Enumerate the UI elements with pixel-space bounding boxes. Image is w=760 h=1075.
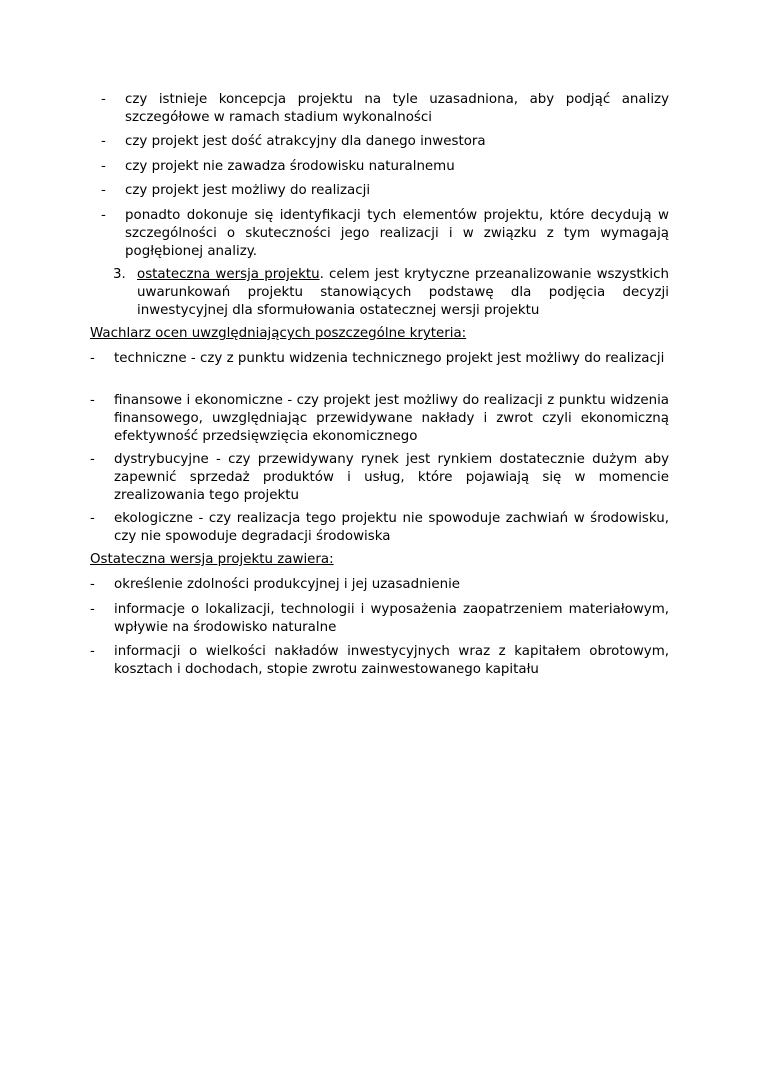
list-item-text: informacje o lokalizacji, technologii i wyposażenia zaopatrzeniem materiałowym, wpływie na środowisko naturalne: [114, 602, 669, 635]
bullet: -: [101, 183, 106, 198]
bullet: -: [90, 602, 95, 617]
bullet: -: [90, 577, 95, 592]
bullet: -: [101, 92, 106, 107]
list-item: [101, 182, 669, 200]
list-item-text: ponadto dokonuje się identyfikacji tych elementów projektu, które decydują w szczególności o skuteczności jego realizacji i w związku z tym wymagają pogłębionej analizy.: [125, 208, 669, 259]
list-item: [90, 392, 669, 446]
numbered-item-rest: . celem jest krytyczne przeanalizowanie wszystkich uwarunkowań projektu stanowiących podstawę dla podjęcia decyzji inwestycyjnej dla sformułowania ostatecznej wersji projektu: [137, 267, 670, 318]
bullet: -: [90, 351, 95, 366]
list-item: [90, 601, 669, 637]
list-item-text: techniczne - czy z punktu widzenia technicznego projekt jest możliwy do realizacji: [114, 351, 665, 366]
numbered-item: [113, 266, 669, 320]
list-item-text: czy projekt nie zawadza środowisku naturalnemu: [125, 159, 455, 174]
section-heading: Ostateczna wersja projektu zawiera:: [90, 552, 334, 567]
list-item: [90, 350, 669, 368]
list-item-text: czy istnieje koncepcja projektu na tyle uzasadniona, aby podjąć analizy szczegółowe w ramach stadium wykonalności: [125, 92, 669, 125]
list-item-text: informacji o wielkości nakładów inwestycyjnych wraz z kapitałem obrotowym, kosztach i dochodach, stopie zwrotu zainwestowanego kapitału: [114, 644, 669, 677]
bullet: -: [90, 452, 95, 467]
section-heading: Wachlarz ocen uwzględniających poszczególne kryteria:: [90, 326, 467, 341]
bullet: -: [90, 511, 95, 526]
list-item-text: finansowe i ekonomiczne - czy projekt jest możliwy do realizacji z punktu widzenia finansowego, uwzględniając przewidywane nakłady i zwrot czyli ekonomiczną efektywność przedsięwzięcia ekonomicznego: [114, 393, 669, 444]
bullet: -: [90, 393, 95, 408]
bullet: -: [101, 134, 106, 149]
numbered-item-term: ostateczna wersja projektu: [137, 267, 320, 282]
bullet: -: [101, 208, 106, 223]
list-item: [101, 91, 669, 127]
list-number: 3.: [113, 267, 126, 282]
list-item: [90, 643, 669, 679]
list-item: [90, 451, 669, 505]
list-item-text: ekologiczne - czy realizacja tego projektu nie spowoduje zachwiań w środowisku, czy nie spowoduje degradacji środowiska: [114, 511, 669, 544]
list-item: [101, 158, 669, 176]
list-item-text: dystrybucyjne - czy przewidywany rynek jest rynkiem dostatecznie dużym aby zapewnić sprzedaż produktów i usług, które pojawiają się w momencie zrealizowania tego projektu: [114, 452, 669, 503]
list-item: [101, 133, 669, 151]
list-item-text: czy projekt jest możliwy do realizacji: [125, 183, 371, 198]
list-item: [101, 207, 669, 261]
bullet: -: [90, 644, 95, 659]
bullet: -: [101, 159, 106, 174]
list-item-text: czy projekt jest dość atrakcyjny dla danego inwestora: [125, 134, 486, 149]
list-item: [90, 510, 669, 546]
list-item: [90, 576, 669, 594]
numbered-item-text: [137, 266, 669, 320]
list-item-text: określenie zdolności produkcyjnej i jej uzasadnienie: [114, 577, 461, 592]
